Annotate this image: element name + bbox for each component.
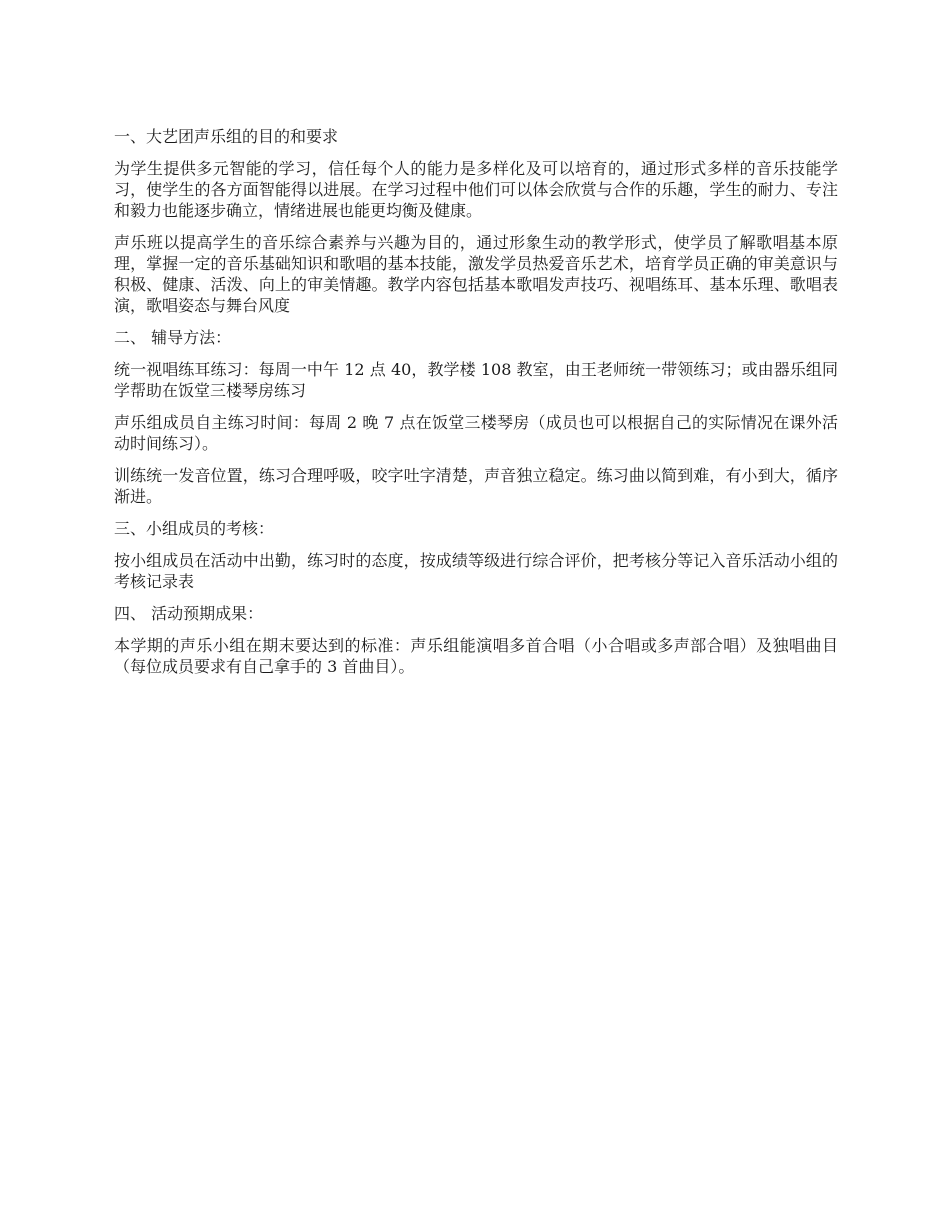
paragraph-goals-intro: 为学生提供多元智能的学习，信任每个人的能力是多样化及可以培育的，通过形式多样的音乐技能学习，使学生的各方面智能得以进展。在学习过程中他们可以体会欣赏与合作的乐趣，学生的耐力、专注和毅力也能逐步确立，情绪进展也能更均衡及健康。: [114, 159, 838, 220]
paragraph-goals-course: 声乐班以提高学生的音乐综合素养与兴趣为目的，通过形象生动的教学形式，使学员了解歌唱基本原理，掌握一定的音乐基础知识和歌唱的基本技能，激发学员热爱音乐艺术，培育学员正确的审美意识与积极、健康、活泼、向上的审美情趣。教学内容包括基本歌唱发声技巧、视唱练耳、基本乐理、歌唱表演，歌唱姿态与舞台风度: [114, 233, 838, 315]
section-heading-assessment: 三、小组成员的考核：: [114, 519, 275, 538]
document-body: [114, 126, 838, 688]
paragraph-assessment: 按小组成员在活动中出勤，练习时的态度，按成绩等级进行综合评价，把考核分等记入音乐活动小组的考核记录表: [114, 551, 838, 591]
section-heading-goals: 一、大艺团声乐组的目的和要求: [114, 127, 339, 146]
section-heading-outcomes: 四、 活动预期成果：: [114, 604, 264, 623]
paragraph-outcomes: 本学期的声乐小组在期末要达到的标准：声乐组能演唱多首合唱（小合唱或多声部合唱）及独唱曲目（每位成员要求有自己拿手的 3 首曲目）。: [114, 636, 838, 676]
paragraph-methods-training: 训练统一发音位置，练习合理呼吸，咬字吐字清楚，声音独立稳定。练习曲以简到难，有小到大，循序渐进。: [114, 466, 838, 506]
paragraph-methods-self-practice: 声乐组成员自主练习时间：每周 2 晚 7 点在饭堂三楼琴房（成员也可以根据自己的实际情况在课外活动时间练习）。: [114, 413, 838, 453]
paragraph-methods-group-practice: 统一视唱练耳练习：每周一中午 12 点 40，教学楼 108 教室，由王老师统一带领练习；或由器乐组同学帮助在饭堂三楼琴房练习: [114, 360, 838, 400]
section-heading-methods: 二、 辅导方法：: [114, 328, 232, 347]
